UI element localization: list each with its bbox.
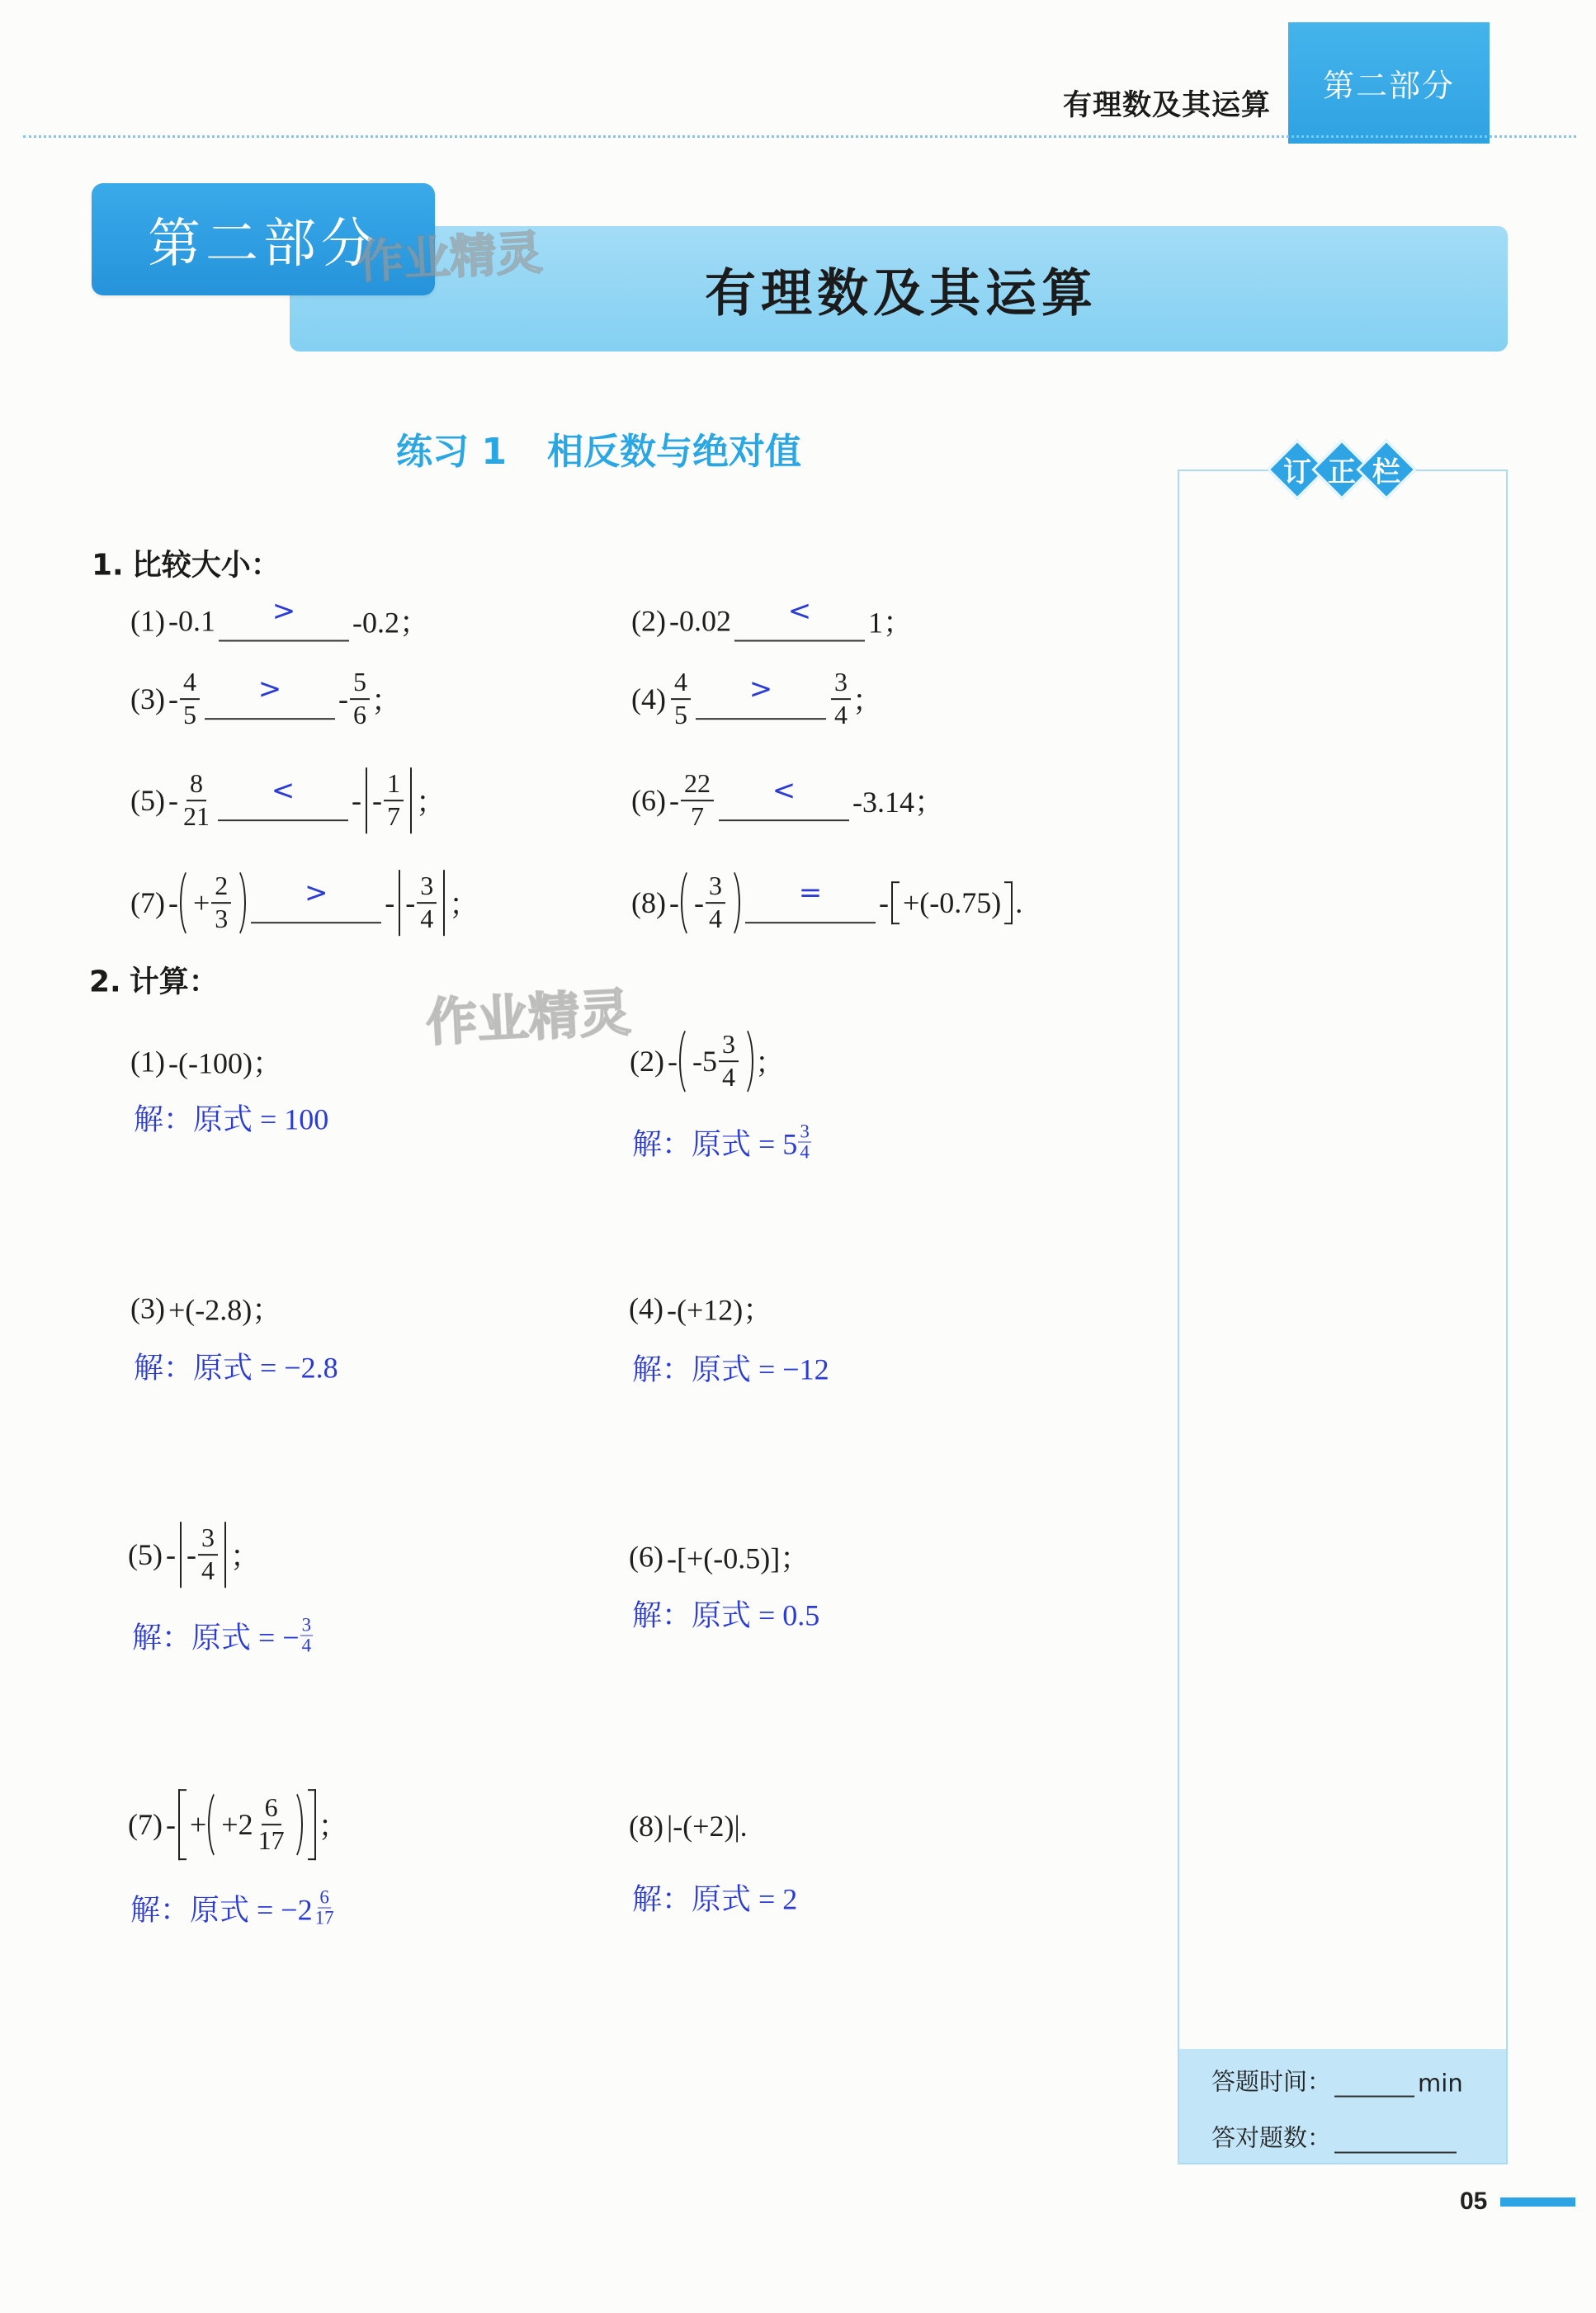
math-text: -0.02 xyxy=(668,604,731,637)
fraction-numerator: 3 xyxy=(417,871,437,904)
calc-item-2-solution xyxy=(632,1121,812,1164)
right-expression xyxy=(352,600,429,642)
fraction-numerator: 4 xyxy=(180,668,200,700)
calc-item-8-expression xyxy=(629,1809,748,1843)
comparison-answer: < xyxy=(772,774,796,807)
fraction-denominator: 4 xyxy=(301,1635,312,1656)
comparison-answer: > xyxy=(305,876,328,909)
expression xyxy=(168,1287,281,1329)
fraction xyxy=(417,871,437,934)
math-text: - xyxy=(168,682,178,715)
math-text: - xyxy=(168,784,178,817)
right-expression xyxy=(852,780,944,822)
math-text: - xyxy=(878,886,889,919)
math-text: - xyxy=(351,784,361,817)
math-text: - xyxy=(165,1538,176,1571)
item-label: (2) xyxy=(630,1045,664,1078)
calc-item-7-expression xyxy=(128,1793,348,1856)
math-text: - xyxy=(371,784,382,817)
solution-expression xyxy=(130,1887,337,1929)
answer-time-unit: min xyxy=(1418,2069,1463,2098)
fraction-numerator: 3 xyxy=(301,1614,312,1636)
item-label: (3) xyxy=(130,1291,165,1324)
math-text: - xyxy=(668,886,679,919)
expression xyxy=(667,1536,810,1578)
math-text: ； xyxy=(371,684,401,718)
math-text: - xyxy=(385,886,395,919)
compare-item-3 xyxy=(130,668,401,730)
calc-item-5-expression xyxy=(128,1522,260,1588)
fraction-denominator: 7 xyxy=(386,801,400,831)
fraction-numerator: 6 xyxy=(262,1793,281,1825)
answer-blank xyxy=(734,594,865,641)
math-text: 解：原式 = 5 xyxy=(632,1127,798,1161)
question-2-title: 计算： xyxy=(129,965,219,999)
fraction-denominator: 5 xyxy=(182,700,196,729)
header-divider xyxy=(23,135,1576,138)
fraction-denominator: 6 xyxy=(352,700,366,729)
solution-expression xyxy=(632,1347,829,1389)
absolute-value xyxy=(399,870,445,936)
comparison-answer: < xyxy=(787,594,812,627)
item-label: (8) xyxy=(629,1810,663,1843)
expression xyxy=(166,1522,260,1588)
math-text: 解：原式 = −2.8 xyxy=(134,1351,338,1385)
math-text: - xyxy=(186,1538,196,1571)
fraction xyxy=(180,769,213,832)
page-number: 05 xyxy=(1460,2188,1488,2215)
math-text: -0.2； xyxy=(352,606,429,640)
fraction-denominator: 4 xyxy=(201,1555,215,1585)
solution-expression xyxy=(632,1876,797,1919)
fraction-denominator: 17 xyxy=(314,1907,334,1928)
item-label: (5) xyxy=(128,1538,163,1571)
fraction-denominator: 4 xyxy=(420,904,434,933)
fraction xyxy=(300,1615,314,1655)
fraction xyxy=(314,1887,336,1928)
math-text: 1； xyxy=(867,606,913,640)
compare-item-2 xyxy=(631,594,913,642)
math-text: + xyxy=(189,1808,207,1841)
item-label: (3) xyxy=(130,682,165,715)
page-number-bar xyxy=(1500,2197,1575,2207)
math-text: - xyxy=(165,1808,176,1841)
part-badge-label: 第二部分 xyxy=(148,214,379,275)
fraction-denominator: 5 xyxy=(673,700,687,729)
absolute-value xyxy=(366,767,412,833)
fraction xyxy=(706,871,725,934)
question-2-heading xyxy=(89,959,219,1001)
compare-item-7 xyxy=(130,870,479,936)
fraction-denominator: 4 xyxy=(708,904,722,933)
comparison-answer: > xyxy=(748,673,773,706)
math-text: - xyxy=(405,886,416,919)
fraction xyxy=(198,1523,218,1586)
calc-item-5-solution xyxy=(132,1615,314,1657)
fraction xyxy=(831,668,851,730)
solution-expression xyxy=(134,1345,338,1387)
math-text: 解：原式 = 0.5 xyxy=(632,1598,820,1632)
calc-item-8-solution xyxy=(632,1876,797,1919)
math-text: |-(+2)|. xyxy=(666,1810,748,1843)
math-text: - xyxy=(693,886,704,919)
item-label: (5) xyxy=(130,784,165,817)
math-text: ； xyxy=(449,888,479,922)
fraction-numerator: 2 xyxy=(211,871,231,904)
fraction xyxy=(255,1793,288,1856)
question-1-heading xyxy=(92,542,281,584)
math-text: 解：原式 = −12 xyxy=(632,1352,829,1386)
fraction-numerator: 3 xyxy=(719,1030,739,1062)
compare-item-1 xyxy=(130,594,429,642)
correct-count-blank[interactable] xyxy=(1334,2129,1457,2154)
answer-time-blank[interactable] xyxy=(1334,2073,1414,2098)
calc-item-1-expression xyxy=(130,1041,282,1083)
compare-item-5 xyxy=(130,767,446,833)
solution-expression xyxy=(132,1615,314,1657)
solution-expression xyxy=(134,1097,328,1139)
question-1-title: 比较大小： xyxy=(131,548,281,583)
math-text: -(-100)； xyxy=(168,1046,282,1080)
math-text: +2 xyxy=(221,1808,253,1841)
fraction xyxy=(350,668,370,730)
math-text: -[+(-0.5)]； xyxy=(666,1541,810,1575)
fraction-numerator: 22 xyxy=(681,769,714,801)
comparison-answer: > xyxy=(272,594,296,627)
part-tab-label: 第二部分 xyxy=(1322,68,1455,104)
watermark: 作业精灵 xyxy=(356,226,544,290)
fraction-numerator: 1 xyxy=(384,769,404,801)
expression xyxy=(667,1287,772,1329)
math-text: +(-2.8)； xyxy=(168,1293,282,1327)
fraction-denominator: 17 xyxy=(257,1825,285,1855)
question-2-number: 2. xyxy=(89,965,121,999)
math-text: ； xyxy=(318,1810,348,1843)
fraction-denominator: 4 xyxy=(721,1062,735,1092)
fraction xyxy=(180,668,200,730)
calc-item-4-expression xyxy=(629,1287,772,1329)
item-label: (4) xyxy=(629,1291,663,1324)
right-expression xyxy=(338,668,401,730)
item-label: (6) xyxy=(631,784,666,817)
answer-blank xyxy=(251,876,381,923)
question-1-number: 1. xyxy=(92,548,124,583)
right-expression xyxy=(385,870,479,936)
answer-time-field xyxy=(1211,2064,1463,2098)
compare-item-6 xyxy=(631,769,944,832)
calc-item-3-expression xyxy=(130,1287,281,1329)
fraction xyxy=(798,1121,811,1162)
right-expression xyxy=(868,600,913,642)
fraction-denominator: 3 xyxy=(215,904,229,933)
solution-expression xyxy=(632,1593,819,1635)
exercise-number: 练习 1 xyxy=(396,431,507,473)
expression xyxy=(166,1793,348,1856)
calc-item-4-solution xyxy=(632,1347,829,1389)
fraction xyxy=(719,1030,739,1093)
correct-count-label: 答对题数： xyxy=(1211,2123,1332,2152)
answer-blank xyxy=(745,876,876,923)
math-text: ； xyxy=(852,684,882,718)
calc-item-7-solution xyxy=(130,1887,337,1929)
parentheses xyxy=(681,871,740,934)
math-text: 解：原式 = − xyxy=(132,1621,300,1655)
part-badge xyxy=(92,183,435,295)
fraction-denominator: 7 xyxy=(690,801,704,831)
item-label: (6) xyxy=(629,1540,663,1573)
watermark: 作业精灵 xyxy=(424,982,633,1053)
item-label: (4) xyxy=(631,682,666,715)
parentheses xyxy=(679,1030,753,1093)
compare-item-8 xyxy=(631,871,1022,934)
comparison-answer: > xyxy=(257,673,282,706)
answer-blank xyxy=(696,673,826,720)
fraction-numerator: 3 xyxy=(198,1523,218,1555)
correction-column xyxy=(1178,470,1508,2164)
comparison-answer: < xyxy=(271,774,295,807)
fraction-denominator: 4 xyxy=(800,1141,810,1163)
left-expression xyxy=(168,769,215,832)
left-expression xyxy=(669,603,731,638)
left-expression xyxy=(669,871,742,934)
correction-label-char: 订 xyxy=(1283,456,1311,489)
math-text: 解：原式 = 100 xyxy=(134,1102,329,1136)
calc-item-3-solution xyxy=(134,1345,338,1387)
fraction xyxy=(384,769,404,832)
parentheses xyxy=(208,1793,302,1856)
math-text: - xyxy=(338,682,348,715)
fraction-denominator: 21 xyxy=(182,801,210,831)
parentheses xyxy=(180,871,246,934)
comparison-answer: = xyxy=(798,876,823,909)
math-text: + xyxy=(192,886,210,919)
item-label: (1) xyxy=(130,1045,165,1078)
compare-item-4 xyxy=(631,668,882,730)
math-text: ； xyxy=(754,1046,785,1080)
math-text: - xyxy=(168,886,178,919)
fraction-numerator: 8 xyxy=(187,769,206,801)
item-label: (2) xyxy=(631,604,666,637)
answer-blank xyxy=(219,594,349,641)
math-text: . xyxy=(1015,886,1023,919)
item-label: (7) xyxy=(130,886,165,919)
calc-item-6-solution xyxy=(632,1593,819,1635)
fraction xyxy=(681,769,714,832)
calc-item-2-expression xyxy=(630,1030,785,1093)
left-expression xyxy=(669,769,715,832)
math-text: ； xyxy=(229,1540,260,1574)
fraction-numerator: 3 xyxy=(800,1121,810,1142)
math-text: -5 xyxy=(692,1045,717,1078)
expression xyxy=(667,1809,748,1843)
fraction xyxy=(211,871,231,934)
left-expression xyxy=(168,668,201,730)
expression xyxy=(668,1030,785,1093)
answer-blank xyxy=(719,774,849,821)
math-text: -(+12)； xyxy=(666,1293,773,1327)
square-brackets xyxy=(178,1793,316,1856)
running-header-title: 有理数及其运算 xyxy=(1062,89,1271,122)
math-text: -3.14； xyxy=(852,786,944,819)
item-label: (7) xyxy=(128,1808,163,1841)
correct-count-field xyxy=(1211,2120,1460,2154)
math-text: 解：原式 = −2 xyxy=(130,1893,313,1927)
answer-blank xyxy=(205,673,335,720)
square-brackets xyxy=(891,885,1013,920)
math-text: - xyxy=(667,1045,678,1078)
fraction-numerator: 4 xyxy=(671,668,691,700)
fraction-numerator: 5 xyxy=(350,668,370,700)
calc-item-1-solution xyxy=(134,1097,328,1139)
fraction-numerator: 3 xyxy=(831,668,851,700)
exercise-title: 相反数与绝对值 xyxy=(547,431,801,473)
math-text: - xyxy=(668,784,679,817)
running-header-part-tab xyxy=(1288,22,1490,144)
fraction xyxy=(671,668,691,730)
correction-label-char: 栏 xyxy=(1372,456,1400,489)
expression xyxy=(168,1041,282,1083)
calc-item-6-expression xyxy=(629,1536,810,1578)
chapter-title: 有理数及其运算 xyxy=(704,262,1098,323)
math-text: ； xyxy=(415,786,446,819)
math-text: 解：原式 = 2 xyxy=(632,1882,798,1916)
math-text: +(-0.75) xyxy=(902,886,1002,919)
right-expression xyxy=(879,885,1022,920)
absolute-value xyxy=(180,1522,226,1588)
item-label: (1) xyxy=(130,604,165,637)
left-expression xyxy=(168,871,248,934)
fraction-numerator: 6 xyxy=(319,1886,329,1908)
fraction-denominator: 4 xyxy=(833,700,848,729)
right-expression xyxy=(352,767,446,833)
item-label: (8) xyxy=(631,886,666,919)
left-expression xyxy=(669,668,692,730)
right-expression xyxy=(829,668,882,730)
answer-blank xyxy=(218,774,348,821)
correction-label-char: 正 xyxy=(1328,456,1356,489)
math-text: -0.1 xyxy=(168,604,215,637)
fraction-numerator: 3 xyxy=(706,871,725,904)
answer-time-label: 答题时间： xyxy=(1211,2067,1332,2096)
solution-expression xyxy=(632,1121,812,1164)
left-expression xyxy=(168,603,215,638)
